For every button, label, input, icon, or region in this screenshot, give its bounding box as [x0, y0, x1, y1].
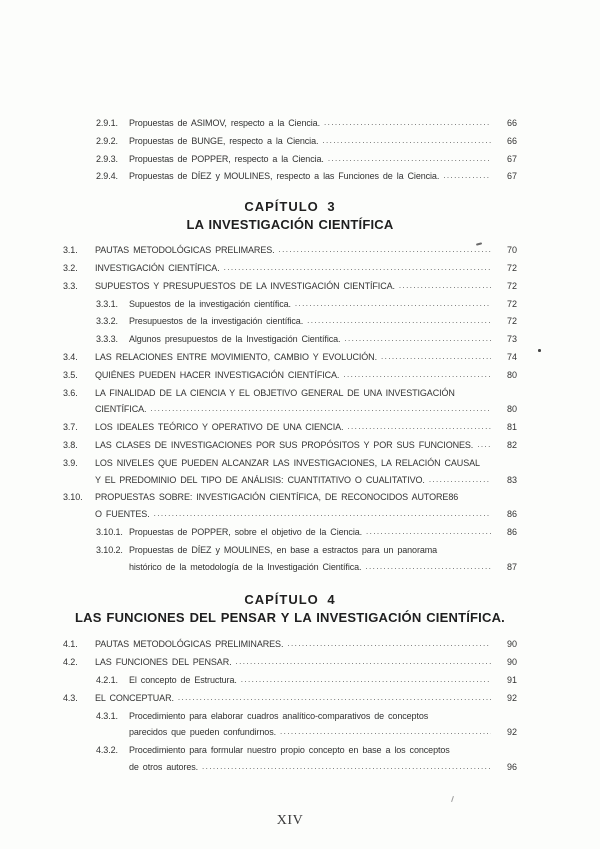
- toc-entry-body: [95, 278, 517, 296]
- dot-leader: [224, 260, 491, 277]
- toc-entry-number: 2.9.4.: [96, 171, 118, 182]
- toc-entry: [63, 419, 517, 437]
- toc-entry-number: 3.7.: [63, 422, 78, 433]
- toc-entry-line: [95, 455, 517, 472]
- toc-entry-number: 3.10.2.: [96, 544, 123, 555]
- toc-entry-title: CIENTÍFICA.: [95, 404, 147, 415]
- dot-leader: [322, 133, 491, 150]
- toc-entry-title: Propuestas de POPPER, sobre el objetivo de la Ciencia.: [129, 526, 363, 537]
- dot-leader: [344, 331, 491, 348]
- toc-entry-title: O FUENTES.: [95, 509, 150, 520]
- toc-entry: [96, 133, 517, 151]
- toc-entry-line: [129, 708, 517, 725]
- toc-entry-number: 3.3.1.: [96, 298, 118, 309]
- toc-entry: [63, 260, 517, 278]
- chapter-kicker: CAPÍTULO 4: [244, 592, 336, 608]
- dot-leader: [178, 690, 491, 707]
- dot-leader: [328, 151, 491, 168]
- toc-entry: [96, 296, 517, 314]
- toc-entry-page: 86: [506, 509, 517, 520]
- toc-entry-title: histórico de la metodología de la Investigación Científica.: [129, 561, 362, 572]
- dot-leader: [287, 636, 491, 653]
- toc-entry-body: [95, 455, 517, 490]
- toc-entry-page: 72: [506, 262, 517, 273]
- toc-entry: [63, 349, 517, 367]
- dot-leader: [443, 168, 491, 185]
- dot-leader: [347, 419, 491, 436]
- scan-speck: [538, 349, 541, 352]
- toc-entry: [96, 313, 517, 331]
- toc-entry-line: [95, 636, 517, 654]
- toc-entry-number: 3.4.: [63, 351, 78, 362]
- toc-entry-line: [95, 242, 517, 260]
- page-number-footer: XIV: [276, 812, 304, 828]
- toc-entry-number: 3.3.2.: [96, 316, 118, 327]
- toc-entry-page: 87: [506, 561, 517, 572]
- toc-entry: [96, 151, 517, 169]
- toc-entry-body: [129, 524, 517, 542]
- toc-entry-line: [95, 506, 517, 524]
- dot-leader: [280, 724, 491, 741]
- toc-entry-page: 96: [506, 761, 517, 772]
- toc-entry-line: [95, 419, 517, 437]
- toc-entry: [96, 742, 517, 777]
- toc-entry-number: 3.6.: [63, 387, 78, 398]
- toc-entry: [96, 542, 517, 577]
- toc-entry-page: 92: [506, 727, 517, 738]
- toc-entry-page: 70: [506, 245, 517, 256]
- toc-entry-page: 67: [506, 171, 517, 182]
- dot-leader: [343, 367, 491, 384]
- toc-entry-number: 3.10.: [63, 492, 83, 503]
- toc-entry-number: 4.3.1.: [96, 710, 118, 721]
- toc-entry: [96, 168, 517, 186]
- toc-entry-number: 4.3.2.: [96, 745, 118, 756]
- toc-entry: [63, 385, 517, 420]
- toc-entry-line: [129, 168, 517, 186]
- toc-entry-line: [95, 367, 517, 385]
- dot-leader: [279, 242, 491, 259]
- toc-entry-line: [95, 349, 517, 367]
- dot-leader: [236, 654, 491, 671]
- toc-entry-title: LOS IDEALES TEÓRICO Y OPERATIVO DE UNA CIENCIA.: [95, 422, 344, 433]
- toc-entry-title: Propuestas de ASIMOV, respecto a la Ciencia.: [129, 118, 320, 128]
- chapter-heading-block: [33, 198, 547, 233]
- toc-entry-number: 3.10.1.: [96, 526, 123, 537]
- toc-entry-line: [95, 654, 517, 672]
- toc-entry-body: [95, 437, 517, 455]
- toc-entry-line: [95, 437, 517, 455]
- dot-leader: [241, 672, 491, 689]
- dot-leader: [365, 559, 491, 576]
- toc-entry-body: [95, 636, 517, 654]
- toc-entry: [96, 708, 517, 743]
- toc-entry-title: INVESTIGACIÓN CIENTÍFICA.: [95, 262, 220, 273]
- toc-entry-title: Propuestas de POPPER, respecto a la Ciencia.: [129, 153, 324, 164]
- toc-entry: [63, 437, 517, 455]
- toc-entry-page: 72: [506, 280, 517, 291]
- toc-entry-body: [95, 654, 517, 672]
- toc-entry-page: 92: [506, 692, 517, 703]
- dot-leader: [307, 313, 491, 330]
- toc-entry-title: Propuestas de DÍEZ y MOULINES, en base a estractos para un panorama: [129, 544, 438, 555]
- toc-entry-body: [95, 242, 517, 260]
- toc-entry: [96, 672, 517, 690]
- toc-entry-page: 66: [506, 118, 517, 128]
- toc-entry-body: [95, 385, 517, 420]
- toc-entry-body: [129, 672, 517, 690]
- toc-entry: [63, 690, 517, 708]
- toc-entry-line: [129, 133, 517, 151]
- dot-leader: [366, 524, 491, 541]
- chapter-kicker: CAPÍTULO 3: [244, 199, 336, 215]
- toc-entry-line: [95, 690, 517, 708]
- toc-entry-title: LAS CLASES DE INVESTIGACIONES POR SUS PROPÓSITOS Y POR SUS FUNCIONES.: [95, 439, 474, 450]
- toc-entry-line: [129, 672, 517, 690]
- toc-entry-number: 2.9.3.: [96, 153, 118, 164]
- toc-entry-body: [129, 742, 517, 777]
- chapter-heading-block: [33, 591, 547, 626]
- toc-entry-line: [129, 759, 517, 777]
- toc-entry-title: LAS RELACIONES ENTRE MOVIMIENTO, CAMBIO Y EVOLUCIÓN.: [95, 351, 377, 362]
- toc-entry: [63, 278, 517, 296]
- toc-entry: [63, 654, 517, 672]
- toc-entry-title: de otros autores.: [129, 761, 199, 772]
- toc-entry-title: PAUTAS METODOLÓGICAS PRELIMINARES.: [95, 639, 284, 650]
- toc-entry-number: 2.9.1.: [96, 118, 118, 128]
- toc-entry-title: El concepto de Estructura.: [129, 674, 237, 685]
- toc-entry-body: [129, 115, 517, 133]
- toc-entry-body: [129, 133, 517, 151]
- toc-entry: [63, 455, 517, 490]
- toc-entry-line: [95, 278, 517, 296]
- toc-entry-body: [129, 331, 517, 349]
- toc-entry-line: [129, 115, 517, 133]
- toc-entry-line: [129, 313, 517, 331]
- toc-entry-title: Presupuestos de la investigación científica.: [129, 316, 304, 327]
- dot-leader: [154, 506, 491, 523]
- toc-entry-number: 3.8.: [63, 439, 78, 450]
- toc-entry-body: [129, 296, 517, 314]
- toc-entry: [96, 331, 517, 349]
- toc-entry-line: [129, 559, 517, 577]
- toc-entry-body: [95, 260, 517, 278]
- toc-sections: [63, 115, 517, 777]
- toc-entry-number: 3.3.: [63, 280, 78, 291]
- toc-entry-line: [95, 260, 517, 278]
- toc-entry-page: 90: [506, 639, 517, 650]
- toc-entry-number: 2.9.2.: [96, 135, 118, 146]
- toc-entry-body: [95, 489, 517, 524]
- toc-entry-body: [129, 151, 517, 169]
- dot-leader: [381, 349, 491, 366]
- toc-entry-line: [95, 489, 517, 506]
- toc-entry-page: 86: [506, 526, 517, 537]
- toc-entry-page: 67: [506, 153, 517, 164]
- toc-entry-line: [129, 296, 517, 314]
- toc-entry-line: [95, 472, 517, 490]
- toc-entry-page: 90: [506, 657, 517, 668]
- toc-entry-number: 3.1.: [63, 245, 78, 256]
- toc-entry-title: Propuestas de BUNGE, respecto a la Ciencia.: [129, 135, 319, 146]
- toc-entry-body: [129, 708, 517, 743]
- toc-entry-number: 3.2.: [63, 262, 78, 273]
- toc-entry-title: Supuestos de la investigación científica.: [129, 298, 291, 309]
- toc-entry-page: 83: [506, 474, 517, 485]
- toc-entry-line: [129, 542, 517, 559]
- toc-entry-line: [95, 385, 517, 402]
- dot-leader: [477, 437, 491, 454]
- toc-entry-page: 91: [506, 674, 517, 685]
- toc-entry-page: 73: [506, 334, 517, 345]
- toc-entry-title: SUPUESTOS Y PRESUPUESTOS DE LA INVESTIGACIÓN CIENTÍFICA.: [95, 280, 395, 291]
- chapter-title: LA INVESTIGACIÓN CIENTÍFICA: [186, 216, 394, 232]
- dot-leader: [150, 401, 491, 418]
- toc-entry-title: parecidos que pueden confundirnos.: [129, 727, 277, 738]
- toc-entry-page: 80: [506, 404, 517, 415]
- toc-entry: [63, 636, 517, 654]
- toc-entry-body: [95, 690, 517, 708]
- toc-entry-body: [129, 168, 517, 186]
- toc-entry-body: [95, 349, 517, 367]
- chapter-title: LAS FUNCIONES DEL PENSAR Y LA INVESTIGACIÓN CIENTÍFICA.: [75, 609, 505, 625]
- toc-entry-title: Propuestas de DÍEZ y MOULINES, respecto a las Funciones de la Ciencia.: [129, 171, 440, 182]
- dot-leader: [429, 472, 491, 489]
- dot-leader: [202, 759, 491, 776]
- toc-entry: [63, 489, 517, 524]
- toc-entry-title: Procedimiento para formular nuestro propio concepto en base a los conceptos: [129, 745, 450, 756]
- toc-entry-title: LOS NIVELES QUE PUEDEN ALCANZAR LAS INVESTIGACIONES, LA RELACIÓN CAUSAL: [95, 457, 480, 468]
- toc-entry-page: 72: [506, 316, 517, 327]
- dot-leader: [295, 296, 491, 313]
- toc-entry-title: PAUTAS METODOLÓGICAS PRELIMARES.: [95, 245, 275, 256]
- toc-entry-title: Procedimiento para elaborar cuadros analítico-comparativos de conceptos: [129, 710, 429, 721]
- toc-entry-number: 3.5.: [63, 369, 78, 380]
- dot-leader: [324, 115, 491, 132]
- toc-entry-title: Algunos presupuestos de la Investigación Científica.: [129, 334, 341, 345]
- toc-entry-body: [129, 313, 517, 331]
- toc-entry-page: 81: [506, 422, 517, 433]
- toc-entry-line: [95, 401, 517, 419]
- toc-entry-page: 80: [506, 369, 517, 380]
- toc-entry-number: 4.1.: [63, 639, 78, 650]
- toc-entry-line: [129, 724, 517, 742]
- toc-entry-body: [129, 542, 517, 577]
- toc-entry-body: [95, 367, 517, 385]
- toc-entry-title: PROPUESTAS SOBRE: INVESTIGACIÓN CIENTÍFICA, DE RECONOCIDOS AUTORE86: [95, 492, 459, 503]
- toc-entry-title: EL CONCEPTUAR.: [95, 692, 174, 703]
- toc-entry-number: 3.3.3.: [96, 334, 118, 345]
- toc-entry: [96, 115, 517, 133]
- toc-entry-line: [129, 151, 517, 169]
- dot-leader: [399, 278, 491, 295]
- toc-entry-page: 72: [506, 298, 517, 309]
- toc-entry-number: 4.2.: [63, 657, 78, 668]
- toc-entry-page: 66: [506, 135, 517, 146]
- toc-entry-title: QUIÉNES PUEDEN HACER INVESTIGACIÓN CIENTÍFICA.: [95, 369, 340, 380]
- toc-entry-line: [129, 331, 517, 349]
- toc-entry-title: LA FINALIDAD DE LA CIENCIA Y EL OBJETIVO GENERAL DE UNA INVESTIGACIÓN: [95, 387, 455, 398]
- toc-entry: [63, 242, 517, 260]
- toc-entry: [63, 367, 517, 385]
- scan-speck: [451, 796, 454, 802]
- toc-entry-title: Y EL PREDOMINIO DEL TIPO DE ANÁLISIS: CUANTITATIVO O CUALITATIVO.: [95, 474, 425, 485]
- toc-entry-number: 3.9.: [63, 457, 78, 468]
- toc-entry-page: 74: [506, 351, 517, 362]
- toc-entry-body: [95, 419, 517, 437]
- toc-entry: [96, 524, 517, 542]
- toc-entry-line: [129, 524, 517, 542]
- toc-entry-page: 82: [506, 439, 517, 450]
- toc-entry-number: 4.2.1.: [96, 674, 118, 685]
- toc-entry-number: 4.3.: [63, 692, 78, 703]
- toc-entry-title: LAS FUNCIONES DEL PENSAR.: [95, 657, 232, 668]
- toc-entry-line: [129, 742, 517, 759]
